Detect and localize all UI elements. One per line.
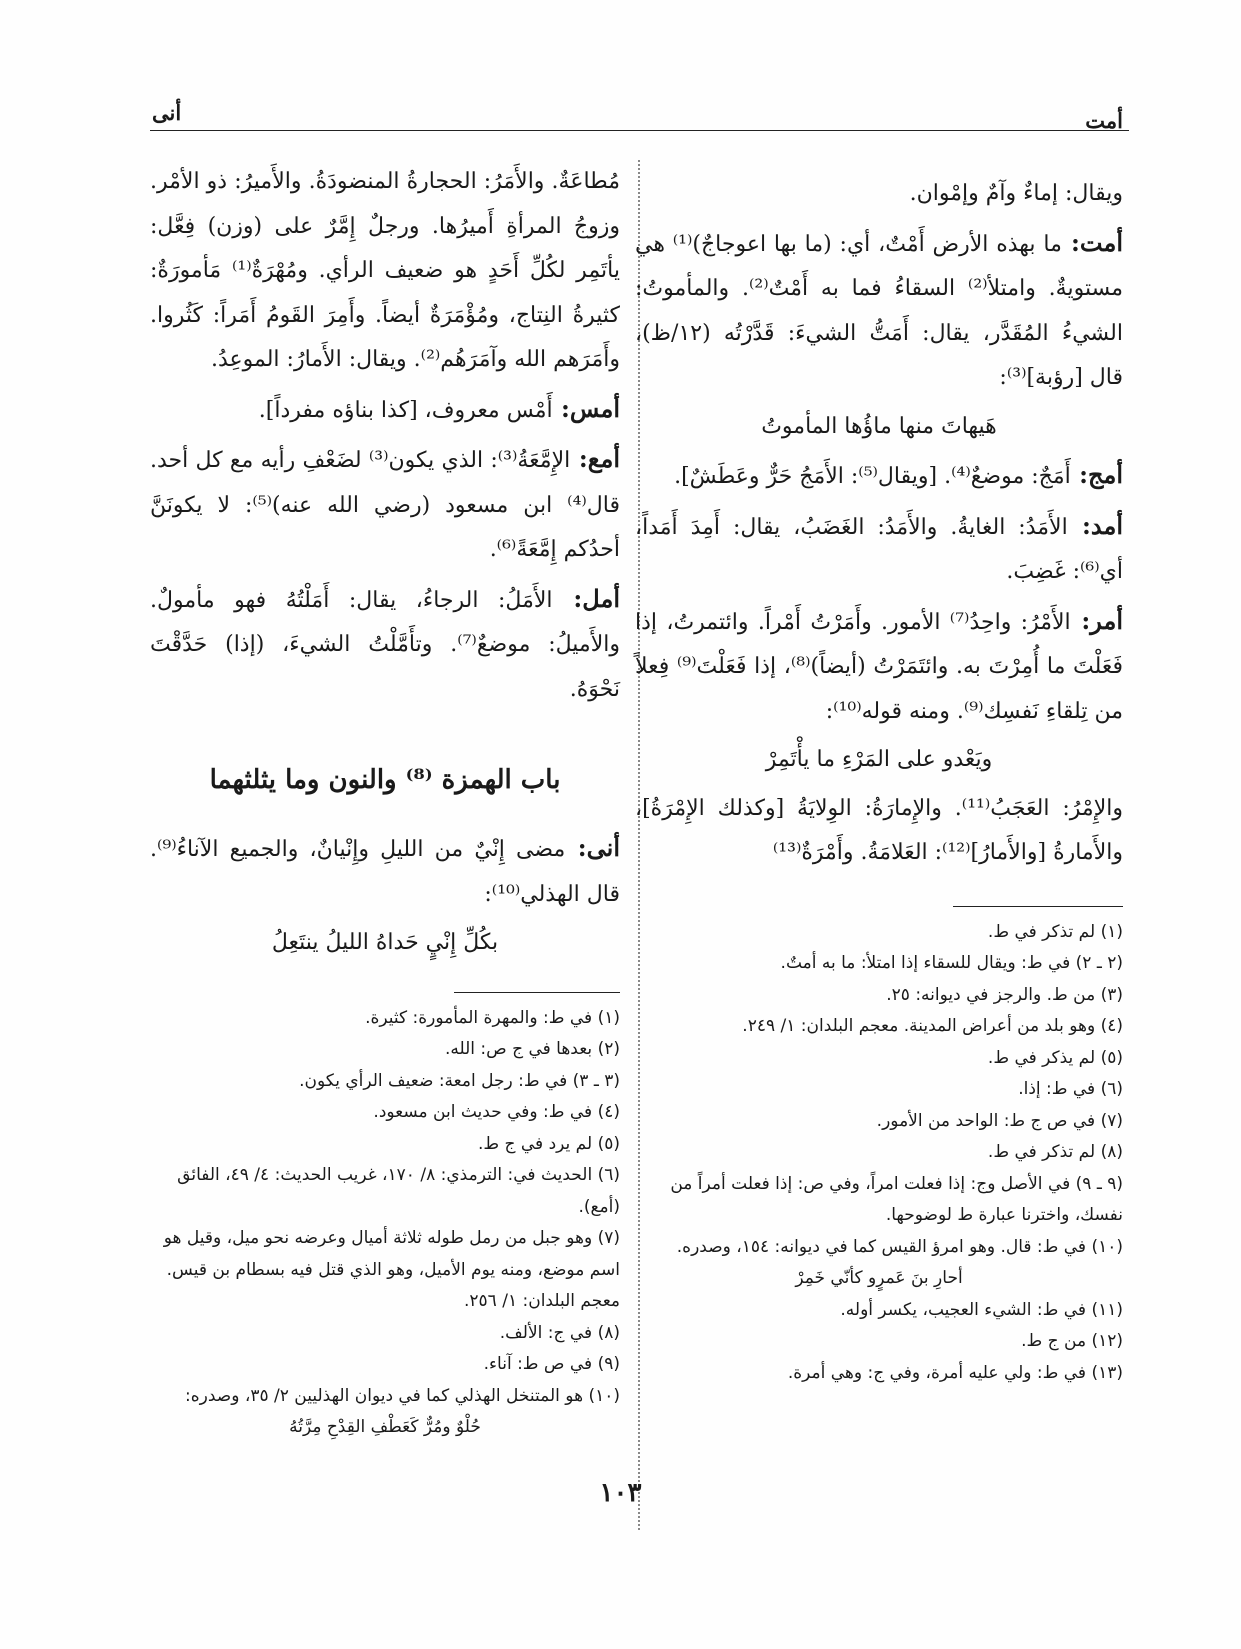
right-column-body: [635, 172, 1123, 876]
footnote: (٥) لم يذكر في ط.: [987, 1047, 1123, 1068]
dictionary-entry: [635, 172, 1123, 217]
footnote: (٥) لم يرد في ج ط.: [477, 1133, 620, 1154]
dictionary-entry: [150, 826, 620, 917]
dictionary-entry: [635, 221, 1123, 401]
entry-text: الأَمْرُ: واحِدُ⁽⁷⁾ الأمور. وأَمَرْتُ أَمْراً. وائتمرتُ، إذا فَعَلْتَ ما أُمِرْتَ به. وائتَمَرْتُ (أيضاً)⁽⁸⁾، إذا فَعَلْتَ⁽⁹⁾ فِعلاً من تِلقاءِ نَفسِك⁽⁹⁾. ومنه قوله⁽¹⁰⁾:: [635, 609, 1124, 724]
entry-headword: أمد:: [1067, 510, 1123, 540]
left-footnotes: [150, 1003, 620, 1444]
footnote: (٣ ـ ٣) في ط: رجل امعة: ضعيف الرأي يكون.: [299, 1070, 620, 1091]
entry-headword: أمع:: [570, 444, 620, 473]
entry-headword: أمج:: [1070, 460, 1123, 489]
footnote: (٧) في ص ج ط: الواحد من الأمور.: [876, 1110, 1123, 1131]
entry-text: الأَمَلُ: الرجاءُ، يقال: أَمَلْتُهُ فهو مأمولٌ. والأَميلُ: موضعٌ⁽⁷⁾. وتأَمَّلْتُ الشيءَ، (إذا) حَدَّقْتَ نَحْوَهُ.: [150, 587, 620, 702]
footnote: (٨) لم تذكر في ط.: [987, 1142, 1123, 1162]
footnote: (٢) بعدها في ج ص: الله.: [444, 1039, 620, 1059]
footnote: (٤) في ط: وفي حديث ابن مسعود.: [373, 1102, 620, 1122]
entry-text: الإِمَّعَةُ⁽³⁾: الذي يكون⁽³⁾ لضَعْفِ رأيه مع كل أحد. قال⁽⁴⁾ ابن مسعود (رضي الله عنه)⁽⁵⁾: لا يكونَنَّ أحدُكم إِمَّعَةً⁽⁶⁾.: [150, 448, 620, 562]
entry-headword: أمل:: [552, 583, 620, 613]
entry-text: أَمْس معروف، [كذا بناؤه مفرداً].: [258, 397, 553, 423]
dictionary-entry: [150, 160, 620, 383]
footnote-verse: أحارِ بنَ عَمرٍو كأنّي خَمِرْ: [795, 1268, 963, 1288]
verse-line: ويَعْدو على المَرْءِ ما يأْتَمِرْ: [765, 747, 993, 772]
footnote: (٤) وهو بلد من أعراض المدينة. معجم البلدان: ١/ ٢٤٩.: [742, 1016, 1123, 1036]
entry-headword: أمر:: [1070, 605, 1123, 635]
entry-headword: أنى:: [565, 833, 620, 862]
footnote: (٦) الحديث في: الترمذي: ٨/ ١٧٠، غريب الحديث: ٤/ ٤٩، الفائق (أمع).: [177, 1165, 620, 1217]
footnote: (٧) وهو جبل من رمل طوله ثلاثة أميال وعرضه نحو ميل، وقيل هو اسم موضع، ومنه يوم الأميل، وهو الذي قتل فيه بسطام بن قيس. معجم البلدان: ١/ ٢٥٦.: [163, 1228, 620, 1311]
footnote: (١٠) في ط: قال. وهو امرؤ القيس كما في ديوانه: ١٥٤، وصدره.: [676, 1236, 1123, 1257]
left-column-after-section: [150, 826, 620, 966]
entry-headword: أمت:: [1061, 227, 1123, 257]
dictionary-entry: [635, 453, 1123, 500]
footnote: (٦) في ط: إذا.: [1018, 1079, 1123, 1099]
page-number: ١٠٣: [599, 1478, 642, 1508]
entry-text: الأَمَدُ: الغايةُ. والأَمَدُ: الغَضَبُ، يقال: أَمِدَ أَمَداً، أي⁽⁶⁾: غَضِبَ.: [635, 514, 1123, 584]
entry-text: أَمَجٌ: موضعٌ⁽⁴⁾. [ويقال⁽⁵⁾: الأَمَجُ حَرٌّ وعَطَشٌ].: [674, 464, 1071, 489]
footnote-verse: حُلْوٌ ومُرٌّ كَعَطْفِ القِدْحِ مِرَّتُهُ: [289, 1417, 481, 1437]
dictionary-entry: [635, 599, 1123, 735]
footnote: (١) لم تذكر في ط.: [987, 921, 1123, 942]
running-head-right: أمت: [1085, 108, 1123, 133]
footnote: (٨) في ج: الألف.: [499, 1322, 620, 1343]
entry-text: ويقال: إماءٌ وآمٌ وإمْوان.: [909, 181, 1123, 206]
section-title: باب الهمزة ⁽⁸⁾ والنون وما يثلثهما: [209, 765, 561, 795]
right-column: [635, 172, 1123, 1389]
footnote: (١٠) هو المتنخل الهذلي كما في ديوان الهذليين ٢/ ٣٥، وصدره:: [185, 1385, 620, 1406]
footnote: (١٢) من ج ط.: [1021, 1331, 1123, 1351]
dictionary-entry: [150, 577, 620, 713]
entry-text: مُطاعَةٌ. والأَمَرُ: الحجارةُ المنضودَةُ. والأَميرُ: ذو الأمْر. وزوجُ المرأةِ أَميرُها. ورجلٌ إِمَّرٌ على (وزن) فِعَّل: يأتَمِر لكُلِّ أَحَدٍ هو ضعيف الرأي. ومُهْرَةٌ⁽¹⁾ مَأمورَةٌ: كثيرةُ النِتاج، ومُؤْمَرَةٌ أيضاً. وأَمِرَ القَومُ أَمَراً: كَثُروا. وأَمَرَهم الله وآمَرَهُم⁽²⁾. ويقال: الأَمارُ: الموعِدُ.: [150, 169, 620, 372]
entry-text: ما بهذه الأرض أَمْتٌ، أي: (ما بها اعوجاجٌ)⁽¹⁾ هي مستويةٌ. وامتلأ⁽²⁾ السقاءُ فما به أَمْتٌ⁽²⁾. والمأموتُ: الشيءُ المُقَدَّر، يقال: أَمَتُّ الشيءَ: قَدَّرْتُه (١٢/ظ)، قال [رؤبة]⁽³⁾:: [635, 231, 1123, 390]
footnote-rule-right: [953, 906, 1123, 907]
footnote-rule-left: [454, 992, 620, 993]
entry-headword: أمس:: [552, 393, 620, 423]
dictionary-entry: [635, 504, 1123, 595]
dictionary-entry: [150, 387, 620, 434]
footnote: (٢ ـ ٢) في ط: ويقال للسقاء إذا امتلأ: ما به أمتٌ.: [780, 953, 1123, 973]
verse-line: هَيهاتَ منها ماؤُها المأموتُ: [761, 413, 997, 439]
entry-text: مضى إِنْيٌ من الليلِ وإِنْيانٌ، والجميع الآناءُ⁽⁹⁾. قال الهذلي⁽¹⁰⁾:: [150, 837, 620, 907]
footnote: (١) في ط: والمهرة المأمورة: كثيرة.: [365, 1007, 620, 1028]
dictionary-entry: [635, 787, 1123, 876]
right-footnotes: [635, 917, 1123, 1390]
footnote: (٣) من ط. والرجز في ديوانه: ٢٥.: [886, 984, 1123, 1005]
footnote: (٩) في ص ط: آناء.: [483, 1354, 620, 1374]
running-head-left: أنى: [152, 100, 182, 125]
footnote: (٩ ـ ٩) في الأصل وج: إذا فعلت امراً، وفي ص: إذا فعلت أمراً من نفسك، واخترنا عبارة ط لوضوحها.: [670, 1173, 1123, 1225]
footnote: (١١) في ط: الشيء العجيب، يكسر أوله.: [840, 1299, 1123, 1320]
verse-line: بكُلِّ إِنْيٍ حَداهُ الليلُ ينتَعِلُ: [271, 930, 499, 955]
header-rule: [150, 130, 1129, 131]
dictionary-entry: [150, 437, 620, 573]
footnote: (١٣) في ط: ولي عليه أمرة، وفي ج: وهي أمرة.: [787, 1362, 1123, 1383]
left-column: [150, 160, 620, 1444]
left-column-body: [150, 160, 620, 712]
entry-text: والإِمْرُ: العَجَبُ⁽¹¹⁾. والإِمارَةُ: الوِلايَةُ [وكذلك الإِمْرَةُ]، والأَمارةُ [والأَمارُ]⁽¹²⁾: العَلامَةُ. وأَمْرَةٌ⁽¹³⁾: [635, 795, 1123, 865]
